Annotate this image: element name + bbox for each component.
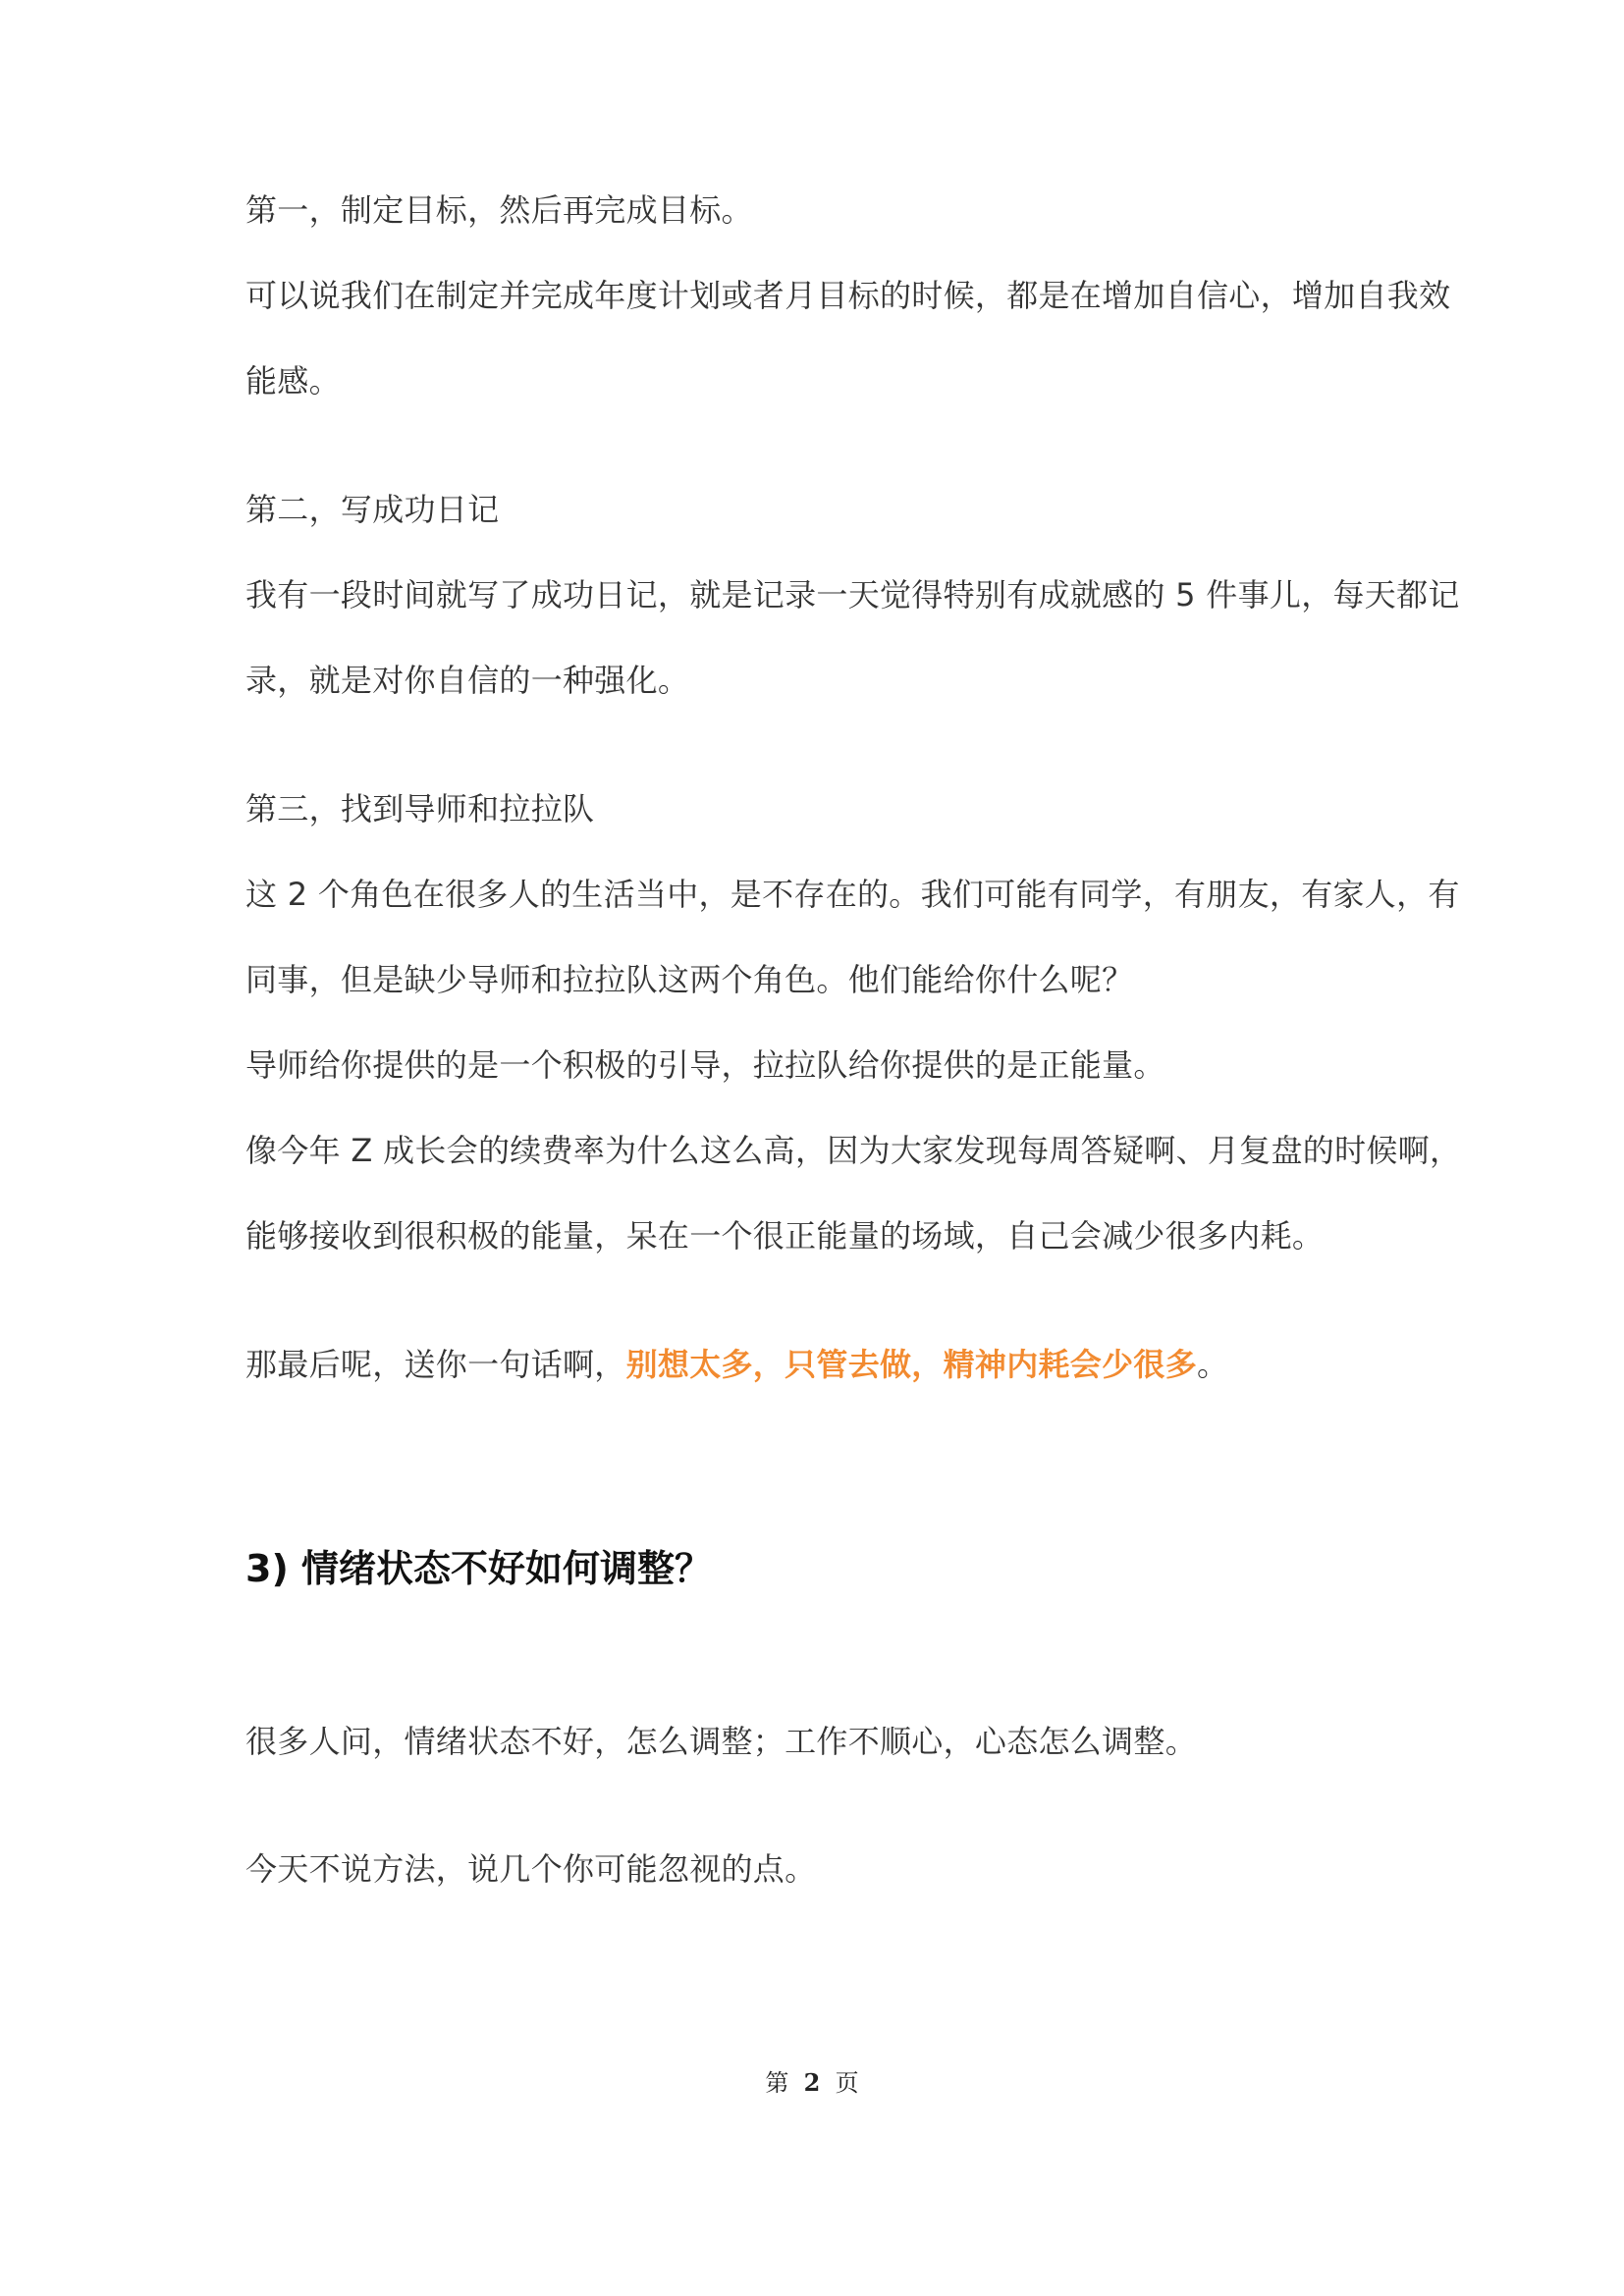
point3-title: 第三，找到导师和拉拉队	[245, 790, 595, 828]
point3-body-line5: 能够接收到很积极的能量，呆在一个很正能量的场域，自己会减少很多内耗。	[245, 1217, 1325, 1255]
closing-highlight: 别想太多，只管去做，精神内耗会少很多	[625, 1346, 1198, 1383]
section-heading: 3) 情绪状态不好如何调整？	[245, 1547, 713, 1590]
point1-title: 第一，制定目标，然后再完成目标。	[245, 191, 753, 229]
section2-paragraph1: 很多人问，情绪状态不好，怎么调整；工作不顺心，心态怎么调整。	[245, 1723, 1198, 1760]
point3-body-line2: 同事，但是缺少导师和拉拉队这两个角色。他们能给你什么呢？	[245, 961, 1134, 998]
section2-paragraph2: 今天不说方法，说几个你可能忽视的点。	[245, 1850, 817, 1888]
closing-suffix: 。	[1197, 1346, 1229, 1383]
point3-body-line4: 像今年 Z 成长会的续费率为什么这么高，因为大家发现每周答疑啊、月复盘的时候啊，	[245, 1132, 1462, 1169]
point1-body-line2: 能感。	[245, 362, 341, 400]
point2-body-line1: 我有一段时间就写了成功日记，就是记录一天觉得特别有成就感的 5 件事儿，每天都记	[245, 576, 1460, 614]
page-footer	[0, 2067, 1624, 2099]
point2-title: 第二，写成功日记	[245, 491, 500, 528]
footer-suffix: 页	[835, 2069, 859, 2097]
page-number: 2	[803, 2068, 821, 2097]
point3-body-line3: 导师给你提供的是一个积极的引导，拉拉队给你提供的是正能量。	[245, 1046, 1165, 1084]
point1-body-line1: 可以说我们在制定并完成年度计划或者月目标的时候，都是在增加自信心，增加自我效	[245, 277, 1451, 314]
closing-prefix: 那最后呢，送你一句话啊，	[245, 1346, 626, 1383]
footer-prefix: 第	[765, 2069, 789, 2097]
closing-sentence	[245, 1343, 1228, 1386]
point3-body-line1: 这 2 个角色在很多人的生活当中，是不存在的。我们可能有同学，有朋友，有家人，有	[245, 876, 1460, 913]
point2-body-line2: 录，就是对你自信的一种强化。	[245, 662, 690, 699]
